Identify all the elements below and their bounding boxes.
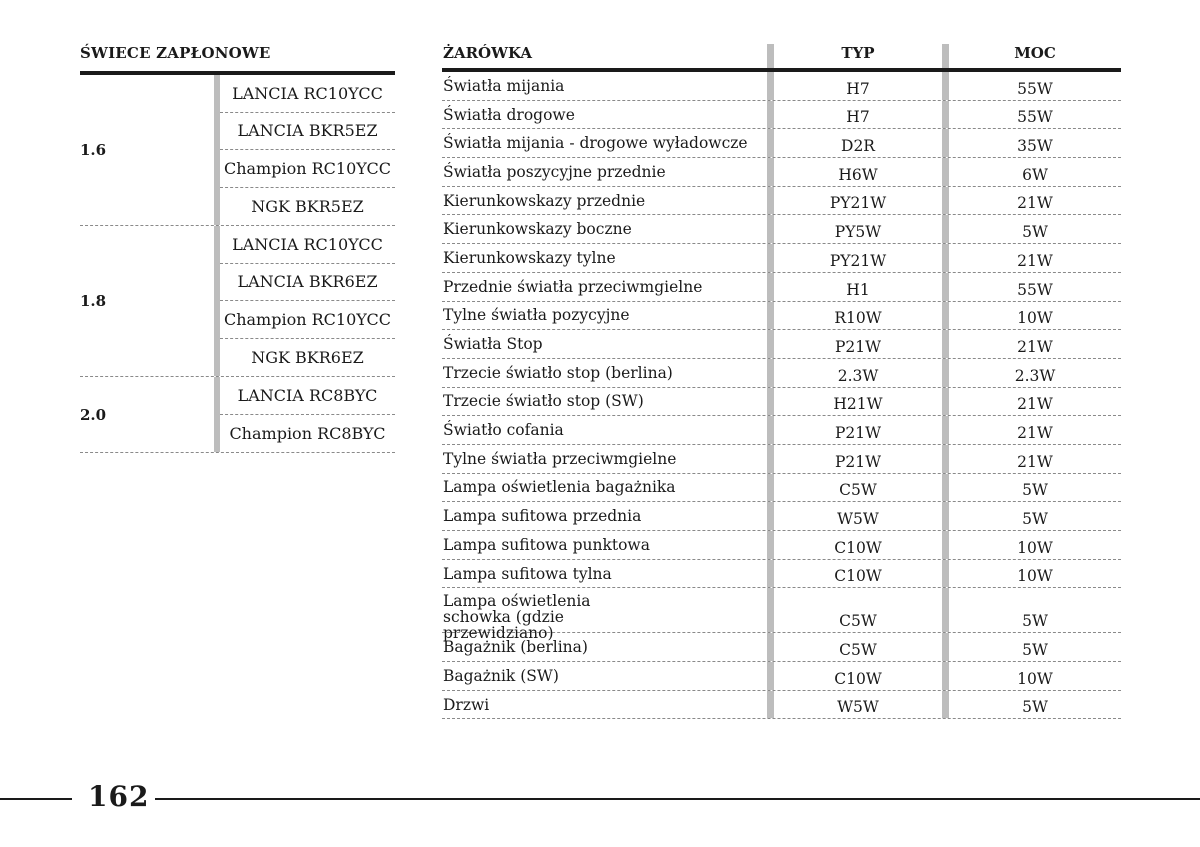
spark-plugs-body xyxy=(80,75,395,453)
table-row xyxy=(442,129,1121,158)
bulb-power: 21W xyxy=(1017,337,1053,356)
column-separator xyxy=(942,662,949,690)
bulb-power-header: MOC xyxy=(1014,44,1056,62)
bulb-power: 21W xyxy=(1017,395,1053,414)
bulb-type: PY21W xyxy=(829,251,887,270)
bulb-name: Światła drogowe xyxy=(443,105,575,124)
column-separator xyxy=(942,416,949,444)
bulb-power: 21W xyxy=(1017,423,1053,442)
bulb-power: 55W xyxy=(1017,79,1053,98)
bulb-type: W5W xyxy=(837,510,879,528)
column-separator xyxy=(767,388,774,416)
spark-plug-item: NGK BKR5EZ xyxy=(251,196,364,216)
column-separator xyxy=(767,445,774,473)
column-separator xyxy=(767,330,774,358)
page-number: 162 xyxy=(88,780,150,813)
bulb-name: Bagażnik (berlina) xyxy=(443,638,588,657)
bulb-name: Lampa sufitowa tylna xyxy=(443,564,612,583)
bulb-power: 5W xyxy=(1022,641,1048,660)
column-separator xyxy=(767,662,774,690)
bulb-name: Kierunkowskazy tylne xyxy=(443,248,616,267)
column-separator xyxy=(942,588,949,632)
bulb-type: C5W xyxy=(839,612,877,631)
bulb-name: Kierunkowskazy przednie xyxy=(443,191,646,210)
table-row xyxy=(442,416,1121,445)
bulb-name: Światła mijania - drogowe wyładowcze xyxy=(443,134,748,153)
bulb-type: R10W xyxy=(834,309,882,328)
bulb-type: 2.3W xyxy=(837,366,879,385)
bulb-power: 6W xyxy=(1022,165,1048,184)
column-separator xyxy=(942,445,949,473)
bulbs-table-header xyxy=(442,44,1121,68)
spark-plug-item: Champion RC8BYC xyxy=(229,423,386,443)
column-separator xyxy=(767,129,774,157)
column-separator xyxy=(767,633,774,661)
column-separator xyxy=(767,691,774,719)
bulb-power: 35W xyxy=(1017,137,1053,156)
bulb-name: Trzecie światło stop (SW) xyxy=(443,392,644,411)
bulb-name: Bagażnik (SW) xyxy=(443,666,559,685)
spark-plug-item: LANCIA RC10YCC xyxy=(220,226,395,264)
table-row xyxy=(442,215,1121,244)
bulb-name: Tylne światła pozycyjne xyxy=(443,306,630,325)
bulb-name: Światła mijania xyxy=(443,76,565,95)
bulb-type: C10W xyxy=(834,567,882,586)
bulb-power: 21W xyxy=(1017,194,1053,213)
bulb-power: 2.3W xyxy=(1014,366,1056,385)
bulb-power: 10W xyxy=(1017,309,1053,328)
column-separator xyxy=(767,72,774,100)
table-row xyxy=(442,158,1121,187)
column-separator xyxy=(767,531,774,559)
bulbs-table-body xyxy=(442,72,1121,719)
spark-plug-item: LANCIA BKR6EZ xyxy=(220,264,395,302)
table-row xyxy=(442,633,1121,662)
bulb-type: W5W xyxy=(837,698,879,717)
table-row xyxy=(442,302,1121,331)
spark-plug-group xyxy=(80,377,395,453)
column-separator xyxy=(767,416,774,444)
bulb-name: Tylne światła przeciwmgielne xyxy=(443,449,677,468)
bulb-power: 10W xyxy=(1017,567,1053,586)
column-separator xyxy=(942,474,949,502)
column-separator xyxy=(767,588,774,632)
column-separator xyxy=(767,359,774,387)
column-separator xyxy=(942,158,949,186)
bulb-type: H1 xyxy=(846,280,870,299)
bulb-power: 21W xyxy=(1017,452,1053,471)
column-separator xyxy=(767,187,774,215)
bulb-power: 55W xyxy=(1017,280,1053,299)
column-separator xyxy=(767,158,774,186)
spark-plug-item: LANCIA BKR5EZ xyxy=(220,113,395,151)
column-separator xyxy=(942,633,949,661)
table-row xyxy=(442,445,1121,474)
table-row xyxy=(442,101,1121,130)
table-row xyxy=(442,531,1121,560)
bulb-name: Lampa sufitowa przednia xyxy=(443,507,642,526)
table-row xyxy=(442,273,1121,302)
table-row xyxy=(442,691,1121,720)
column-separator xyxy=(942,101,949,129)
bulb-type: H6W xyxy=(838,165,878,184)
bulb-type: D2R xyxy=(841,137,875,156)
engine-label: 1.6 xyxy=(80,141,107,159)
table-row xyxy=(442,330,1121,359)
table-row xyxy=(442,72,1121,101)
bulb-type: PY21W xyxy=(829,194,887,213)
bulb-power: 5W xyxy=(1022,612,1048,631)
column-separator xyxy=(942,330,949,358)
column-separator xyxy=(942,531,949,559)
column-separator xyxy=(942,560,949,588)
spark-plugs-title: ŚWIECE ZAPŁONOWE xyxy=(80,44,271,62)
bulb-type: P21W xyxy=(834,423,882,442)
spark-plug-item: Champion RC10YCC xyxy=(220,150,395,188)
spark-plug-item: Champion RC10YCC xyxy=(220,301,395,339)
table-row xyxy=(442,502,1121,531)
column-separator xyxy=(767,44,774,68)
bulb-name: Światła Stop xyxy=(443,335,543,354)
column-separator xyxy=(942,691,949,719)
bulb-power: 5W xyxy=(1022,223,1048,242)
bulb-type: C10W xyxy=(834,538,882,557)
column-separator xyxy=(767,302,774,330)
bulb-name: Lampa oświetlenia schowka (gdzie przewidziano) xyxy=(443,592,591,643)
table-row xyxy=(442,388,1121,417)
spark-plug-item: NGK BKR6EZ xyxy=(251,347,364,367)
bulb-type: H7 xyxy=(846,79,870,98)
table-row xyxy=(442,187,1121,216)
footer-rule-right xyxy=(155,798,1200,800)
bulb-power: 21W xyxy=(1017,251,1053,270)
column-separator xyxy=(767,101,774,129)
bulb-name: Przednie światła przeciwmgielne xyxy=(443,277,703,296)
column-separator xyxy=(942,215,949,243)
bulb-power: 10W xyxy=(1017,538,1053,557)
engine-label: 1.8 xyxy=(80,292,107,310)
bulb-name: Światło cofania xyxy=(443,421,564,440)
column-separator xyxy=(942,72,949,100)
column-separator xyxy=(767,215,774,243)
spark-plug-item: LANCIA RC10YCC xyxy=(220,75,395,113)
bulb-name: Światła poszycyjne przednie xyxy=(443,162,666,181)
column-separator xyxy=(942,302,949,330)
bulb-name-header: ŻARÓWKA xyxy=(443,44,533,62)
column-separator xyxy=(942,244,949,272)
spark-plug-item: LANCIA RC8BYC xyxy=(220,377,395,415)
bulb-type: C5W xyxy=(839,481,877,500)
bulb-type: P21W xyxy=(834,337,882,356)
spark-plug-list xyxy=(220,377,395,452)
bulb-name: Trzecie światło stop (berlina) xyxy=(443,363,673,382)
column-separator xyxy=(767,244,774,272)
bulb-power: 5W xyxy=(1022,698,1048,717)
footer-rule-left xyxy=(0,798,72,800)
column-separator xyxy=(942,359,949,387)
bulb-type-header: TYP xyxy=(841,44,875,62)
column-separator xyxy=(767,560,774,588)
bulb-power: 10W xyxy=(1017,669,1053,688)
table-row xyxy=(442,474,1121,503)
column-separator xyxy=(942,129,949,157)
spark-plug-list xyxy=(220,226,395,376)
table-row xyxy=(442,662,1121,691)
spark-plug-list xyxy=(220,75,395,225)
table-row xyxy=(442,244,1121,273)
bulb-power: 55W xyxy=(1017,108,1053,127)
bulb-type: C10W xyxy=(834,669,882,688)
table-row xyxy=(442,359,1121,388)
bulb-type: H7 xyxy=(846,108,870,127)
table-row xyxy=(442,588,1121,643)
spark-plug-group xyxy=(80,75,395,226)
column-separator xyxy=(942,388,949,416)
column-separator xyxy=(767,273,774,301)
bulb-type: PY5W xyxy=(834,223,882,242)
bulb-power: 5W xyxy=(1022,481,1048,500)
table-row xyxy=(442,560,1121,589)
bulb-name: Kierunkowskazy boczne xyxy=(443,220,632,239)
spark-plug-group xyxy=(80,226,395,377)
bulb-type: H21W xyxy=(833,395,883,414)
bulb-type: C5W xyxy=(839,641,877,660)
column-separator xyxy=(942,187,949,215)
bulb-name: Lampa oświetlenia bagażnika xyxy=(443,478,676,497)
bulb-type: P21W xyxy=(834,452,882,471)
engine-label: 2.0 xyxy=(80,405,107,424)
column-separator xyxy=(942,502,949,530)
column-separator xyxy=(767,474,774,502)
bulb-name: Lampa sufitowa punktowa xyxy=(443,535,650,554)
bulb-name: Drzwi xyxy=(443,695,490,714)
column-separator xyxy=(942,44,949,68)
bulb-power: 5W xyxy=(1022,510,1048,528)
column-separator xyxy=(767,502,774,530)
column-separator xyxy=(942,273,949,301)
